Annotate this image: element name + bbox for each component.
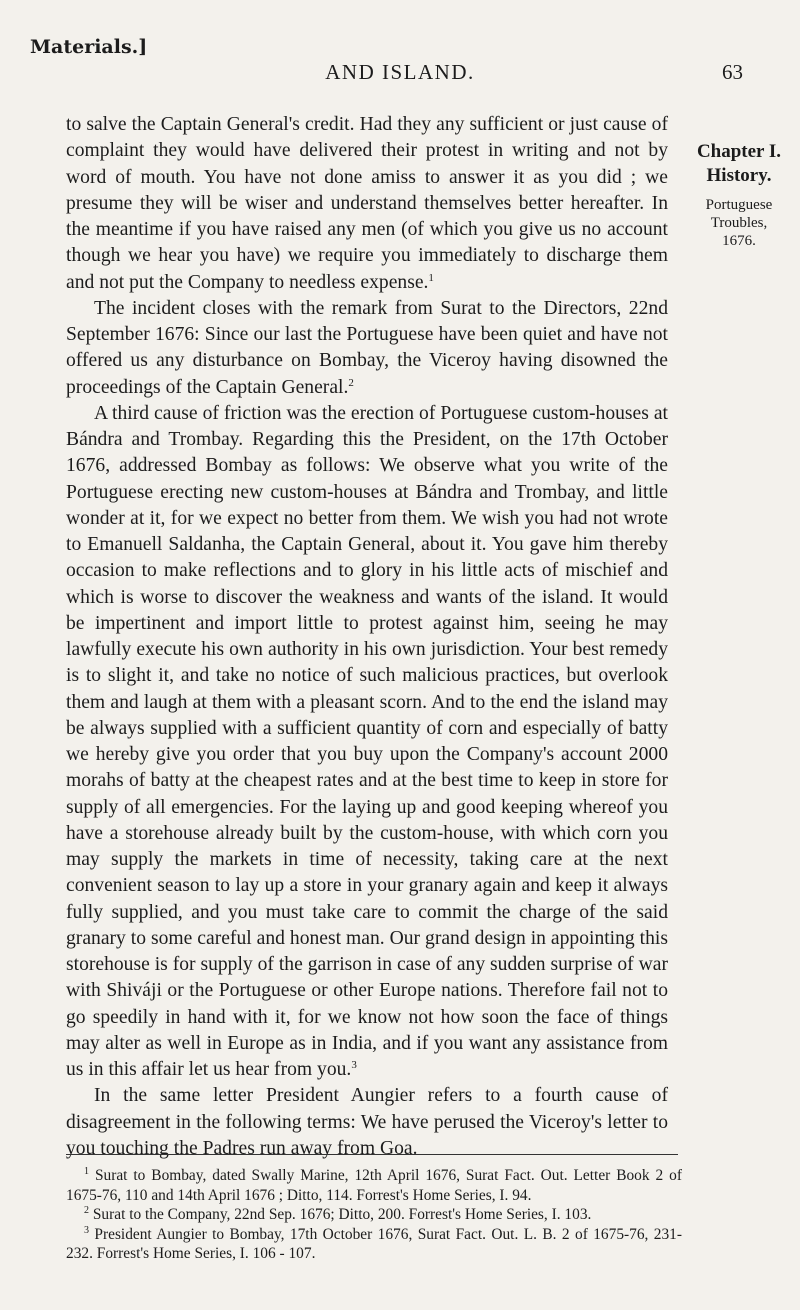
paragraph-2-text: The incident closes with the remark from Surat to the Directors, 22nd September 1676: Since our last the Portuguese have been quiet and have not offered us any disturbance on Bombay, the Viceroy having disowned the proceedings of the Captain General. xyxy=(66,297,668,398)
paragraph-4-text: In the same letter President Aungier refers to a fourth cause of disagreement in the following terms: We have perused the Viceroy's letter to you touching the Padres run away from Goa. xyxy=(66,1085,668,1159)
footnote-ref-1: 1 xyxy=(428,271,434,284)
footnote-mark: 3 xyxy=(84,1224,89,1236)
footnote-divider xyxy=(66,1154,678,1155)
page-number: 63 xyxy=(722,60,743,84)
footnote-text: Surat to the Company, 22nd Sep. 1676; Ditto, 200. Forrest's Home Series, I. 103. xyxy=(92,1206,592,1223)
footnote-text: President Aungier to Bombay, 17th October 1676, Surat Fact. Out. L. B. 2 of 1675-76, 231-232. Forrest's Home Series, I. 106 - 107. xyxy=(66,1225,682,1262)
footnote xyxy=(66,1166,682,1205)
marginal-note-line-3: 1676. xyxy=(722,233,756,249)
marginal-heading: History. xyxy=(706,165,772,186)
marginal-note-line-2: Troubles, xyxy=(710,215,768,231)
paragraph-3 xyxy=(66,401,668,1084)
footnote-ref-3: 3 xyxy=(351,1059,357,1071)
paragraph-2 xyxy=(66,296,668,401)
running-title: AND ISLAND. xyxy=(325,60,475,84)
marginal-chapter: Chapter I. xyxy=(696,141,782,162)
footnote-mark: 2 xyxy=(84,1205,89,1216)
paragraph-3-text: A third cause of friction was the erection of Portuguese custom-houses at Bándra and Trombay. Regarding this the President, on the 17th October 1676, addressed Bombay as follows: We observe what you write of the Portuguese erecting new custom-houses at Bándra and Trombay, and little wonder at it, for we expect no better from them. We wish you had not wrote to Emanuell Saldanha, the Captain General, about it. You gave him thereby occasion to make reflections and to glory in his little acts of mischief and which is worse to discover the weakness and wants of the island. It would be impertinent and import little to protest against him, seeing he may lawfully execute his own authority in his own jurisdiction. Your best remedy is to slight it, and take no notice of such malicious practices, but overlook them and laugh at them with a pleasant scorn. And to the end the island may be always supplied with a sufficient quantity of corn and especially of batty we hereby give you order that you buy upon the Company's account 2000 morahs of batty at the cheapest rates and at the best time to keep in store for supply of all emergencies. For the laying up and good keeping whereof you have a storehouse already built by the custom-house, with which corn you may supply the markets in time of necessity, taking care at the next convenient season to lay up a store in your granary again and keep it always fully supplied, and you must take care to commit the charge of the said granary to some careful and honest man. Our grand design in appointing this storehouse is for supply of the garrison in case of any sudden surprise of war with Shiváji or the Portuguese or other Europe nations. Therefore fail not to go speedily in hand with it, for we know not how soon the face of things may alter as well in Europe as in India, and if you want any assistance from us in this affair let us hear from you. xyxy=(66,402,668,1080)
main-text xyxy=(66,112,668,1162)
marginal-note xyxy=(684,140,794,250)
paragraph-1-text: to salve the Captain General's credit. Had they any sufficient or just cause of complaint they would have delivered their protest in writing and not by word of mouth. You have not done amiss to answer it as you did ; we presume they will be wiser and understand themselves better hereafter. In the meantime if you have raised any men (of which you give us no account though we hear you have) we require you immediately to discharge them and not put the Company to needless expense. xyxy=(66,114,668,293)
paragraph-1 xyxy=(66,112,668,296)
running-section-label: Materials.] xyxy=(30,36,148,58)
paragraph-4 xyxy=(66,1083,668,1162)
footnote xyxy=(66,1205,682,1225)
footnote xyxy=(66,1225,682,1264)
marginal-note-line-1: Portuguese xyxy=(705,197,773,213)
footnote-mark: 1 xyxy=(84,1166,89,1177)
footnotes xyxy=(66,1166,682,1264)
footnote-ref-2: 2 xyxy=(348,376,354,389)
footnote-text: Surat to Bombay, dated Swally Marine, 12th April 1676, Surat Fact. Out. Letter Book 2 of 1675-76, 110 and 14th April 1676 ; Ditto, 114. Forrest's Home Series, I. 94. xyxy=(66,1167,682,1204)
